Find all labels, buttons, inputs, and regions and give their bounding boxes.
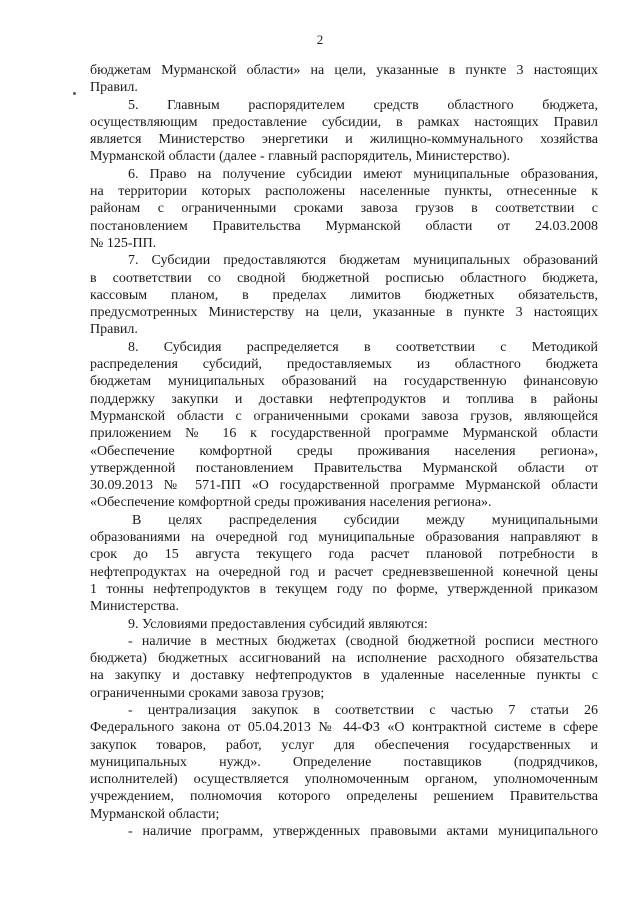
text-line: 7. Субсидии предоставляются бюджетам муниципальных образований [128,253,598,269]
text-line: Мурманской области (далее - главный распорядитель, Министерство). [90,149,511,165]
text-line: 5. Главным распорядителем средств областного бюджета, [128,97,598,113]
text-line: - наличие программ, утвержденных правовыми актами муниципального [128,824,598,840]
text-line: в соответствии со сводной бюджетной росписью областного бюджета, [90,270,598,286]
text-line: Мурманской области с ограниченными сроками завоза грузов, являющейся [90,408,598,424]
text-line: районам с ограниченными сроками завоза грузов в соответствии с [90,201,598,217]
text-line: - централизация закупок в соответствии с частью 7 статьи 26 [128,702,598,718]
text-line: бюджета) бюджетных ассигнований на исполнение расходного обязательства [90,651,598,667]
text-line: Министерства. [90,599,179,615]
text-line: приложением № 16 к государственной программе Мурманской области [90,426,598,442]
text-line: 9. Условиями предоставления субсидий являются: [128,616,428,632]
text-line: Федерального закона от 05.04.2013 № 44-ФЗ «О контрактной системе в сфере [90,720,598,736]
text-line: постановлением Правительства Мурманской области от 24.03.2008 [90,218,598,234]
text-line: кассовым планом, в пределах лимитов бюджетных обязательств, [90,287,598,303]
text-line: предусмотренных Министерству на цели, указанные в пункте 3 настоящих [90,305,598,321]
text-line: 6. Право на получение субсидии имеют муниципальные образования, [128,166,598,182]
text-line: «Обеспечение комфортной среды проживания населения региона». [90,495,492,511]
text-line: утвержденной постановлением Правительства Мурманской области от [90,460,598,476]
text-line: 8. Субсидия распределяется в соответствии с Методикой [128,339,598,355]
text-line: учреждением, полномочия которого определены решением Правительства [90,789,598,805]
text-line: поддержку закупки и доставки нефтепродуктов и топлива в районы [90,391,598,407]
text-line: образованиями на очередной год муниципальные образования направляют в [90,530,598,546]
scan-dot-mark [73,92,76,95]
text-line: 1 тонны нефтепродуктов в текущем году по форме, утвержденной приказом [90,581,598,597]
text-line: 30.09.2013 № 571-ПП «О государственной программе Мурманской области [90,478,598,494]
text-line: Правил. [90,322,138,338]
text-line: на территории которых расположены населенные пункты, отнесенные к [90,184,598,200]
text-line: осуществляющим предоставление субсидии, в рамках настоящих Правил [90,114,598,130]
text-line: нефтепродуктах на очередной год и расчет средневзвешенной конечной цены [90,564,598,580]
text-line: «Обеспечение комфортной среды проживания населения региона», [90,443,598,459]
text-line: исполнителей) осуществляется уполномоченным органом, уполномоченным [90,772,598,788]
page-number: 2 [316,32,324,47]
text-line: № 125-ПП. [90,235,157,251]
text-line: муниципальных нужд». Определение поставщиков (подрядчиков, [90,754,598,770]
text-line: В целях распределения субсидии между муниципальными [132,512,598,528]
text-line: Мурманской области; [90,806,220,822]
text-line: распределения субсидий, предоставляемых из областного бюджета [90,357,598,373]
text-line: закупок товаров, работ, услуг для обеспечения государственных и [90,737,598,753]
document-body [90,62,598,840]
text-line: бюджетам муниципальных образований на государственную финансовую [90,374,598,390]
text-line: является Министерство энергетики и жилищно-коммунального хозяйства [90,132,598,148]
text-line: бюджетам Мурманской области» на цели, указанные в пункте 3 настоящих [90,63,598,78]
text-line: Правил. [90,80,138,96]
text-line: - наличие в местных бюджетах (сводной бюджетной росписи местного [128,633,598,649]
text-line: ограниченными сроками завоза грузов; [90,685,325,701]
text-line: на закупку и доставку нефтепродуктов в удаленные населенные пункты с [90,668,598,684]
text-line: срок до 15 августа текущего года расчет плановой потребности в [90,547,598,563]
